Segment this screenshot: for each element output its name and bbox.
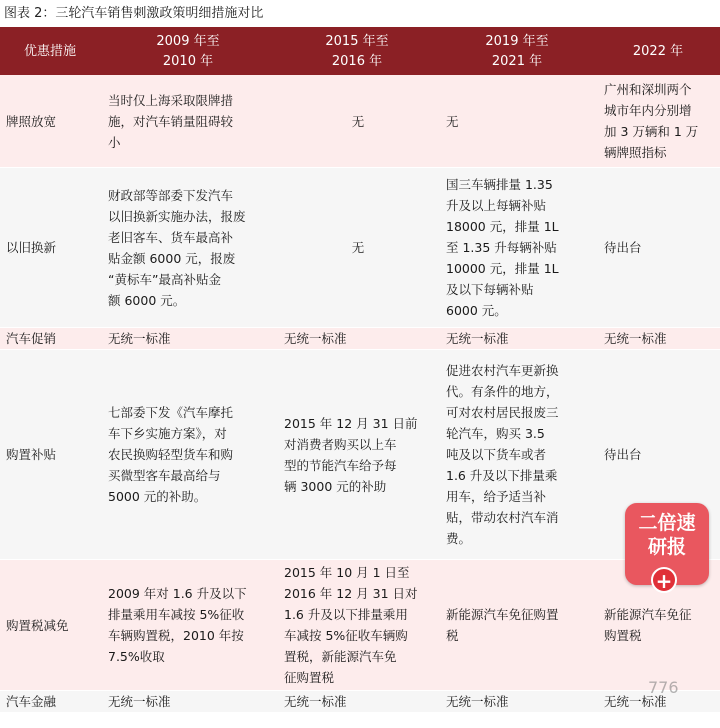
row-label: 汽车促销 bbox=[0, 328, 100, 350]
cell-line: 税 bbox=[446, 628, 459, 643]
watermark: 776 bbox=[648, 678, 679, 697]
cell-line: 施，对汽车销量阻碍较 bbox=[108, 113, 234, 129]
table-row bbox=[0, 350, 720, 560]
cell-line: 吨及以下货车或者 bbox=[446, 447, 547, 462]
header-line: 2009 年至 bbox=[156, 34, 220, 49]
cell-2022: 待出台 bbox=[596, 350, 720, 560]
cell-2015-2016: 无统一标准 bbox=[276, 691, 438, 713]
cell-line: 车减按 5%征收车辆购 bbox=[284, 628, 408, 643]
cell-line: 升及以上每辆补贴 bbox=[446, 198, 547, 213]
cell-2015-2016: 无 bbox=[276, 168, 438, 328]
cell-line: 城市年内分别增 bbox=[604, 103, 692, 118]
badge-line: 二倍速 bbox=[638, 512, 696, 534]
cell-line: 排量乘用车减按 5%征收 bbox=[108, 607, 245, 622]
cell-2022: 待出台 bbox=[596, 168, 720, 328]
cell-2022: 无统一标准 bbox=[596, 691, 720, 713]
header-2015-2016 bbox=[276, 29, 438, 75]
cell-2009-2010: 无统一标准 bbox=[100, 691, 276, 713]
cell-line: 贴金额 6000 元，报废 bbox=[108, 250, 236, 266]
cell-line: 新能源汽车免征购置 bbox=[446, 607, 559, 622]
cell-2009-2010 bbox=[100, 560, 276, 691]
cell-line: 买微型客车最高给与 bbox=[108, 468, 221, 483]
header-line: 2016 年 bbox=[331, 54, 383, 69]
cell-line: 当时仅上海采取限牌措 bbox=[108, 92, 234, 108]
cell-2019-2021 bbox=[438, 560, 596, 691]
table-row bbox=[0, 75, 720, 168]
cell-line: 1.6 升及以下排量乘用 bbox=[284, 607, 408, 622]
cell-line: 2009 年对 1.6 升及以下 bbox=[108, 586, 247, 601]
table-body bbox=[0, 75, 720, 713]
cell-line: 辆 3000 元的补助 bbox=[284, 478, 387, 494]
cell-line: 以旧换新实施办法，报废 bbox=[108, 208, 246, 224]
header-2009-2010 bbox=[100, 29, 276, 75]
cell-line: 及以下每辆补贴 bbox=[446, 282, 534, 297]
cell-line: 新能源汽车免征 bbox=[604, 607, 692, 622]
cell-line: 费。 bbox=[446, 531, 472, 546]
policy-comparison-table bbox=[0, 29, 720, 713]
row-label: 购置补贴 bbox=[0, 350, 100, 560]
cell-line: 18000 元，排量 1L bbox=[446, 219, 559, 234]
cell-line: 可对农村居民报废三 bbox=[446, 405, 559, 420]
cell-line: 代。有条件的地方， bbox=[446, 384, 559, 399]
cell-line: 7.5%收取 bbox=[108, 649, 165, 664]
cell-2019-2021 bbox=[438, 168, 596, 328]
header-line: 2010 年 bbox=[162, 54, 214, 69]
cell-line: 额 6000 元。 bbox=[108, 292, 186, 308]
cell-line: 小 bbox=[108, 134, 121, 150]
row-label: 以旧换新 bbox=[0, 168, 100, 328]
cell-2022 bbox=[596, 75, 720, 168]
cell-line: 农民换购轻型货车和购 bbox=[108, 447, 234, 462]
cell-2015-2016: 无 bbox=[276, 75, 438, 168]
header-line: 2019 年至 bbox=[485, 34, 549, 49]
cell-line: 6000 元。 bbox=[446, 303, 507, 318]
row-label: 购置税减免 bbox=[0, 560, 100, 691]
cell-2015-2016 bbox=[276, 350, 438, 560]
cell-line: 型的节能汽车给予每 bbox=[284, 457, 397, 473]
cell-2015-2016 bbox=[276, 560, 438, 691]
cell-2015-2016: 无统一标准 bbox=[276, 328, 438, 350]
cell-line: 2016 年 12 月 31 日对 bbox=[284, 586, 418, 601]
cell-line: 财政部等部委下发汽车 bbox=[108, 187, 234, 203]
cell-2009-2010 bbox=[100, 350, 276, 560]
row-label: 汽车金融 bbox=[0, 691, 100, 713]
cell-2019-2021 bbox=[438, 350, 596, 560]
row-label: 牌照放宽 bbox=[0, 75, 100, 168]
table-caption: 图表 2：三轮汽车销售刺激政策明细措施对比 bbox=[4, 6, 264, 21]
cell-line: 购置税 bbox=[604, 628, 642, 643]
cell-line: 车下乡实施方案》，对 bbox=[108, 426, 227, 441]
cell-2009-2010: 无统一标准 bbox=[100, 328, 276, 350]
cell-line: 1.6 升及以下排量乘 bbox=[446, 468, 558, 483]
cell-line: 2015 年 12 月 31 日前 bbox=[284, 415, 418, 431]
cell-2022: 无统一标准 bbox=[596, 328, 720, 350]
cell-line: 用车，给予适当补 bbox=[446, 489, 547, 504]
cell-2009-2010 bbox=[100, 75, 276, 168]
cell-line: 至 1.35 升每辆补贴 bbox=[446, 240, 557, 255]
cell-line: 辆牌照指标 bbox=[604, 145, 667, 160]
cell-line: 5000 元的补助。 bbox=[108, 489, 207, 504]
cell-line: 10000 元，排量 1L bbox=[446, 261, 559, 276]
cell-line: 置税，新能源汽车免 bbox=[284, 649, 397, 664]
cell-line: 广州和深圳两个 bbox=[604, 82, 692, 97]
cell-line: 加 3 万辆和 1 万 bbox=[604, 124, 699, 139]
table-row bbox=[0, 560, 720, 691]
header-2019-2021 bbox=[438, 29, 596, 75]
table-header-row bbox=[0, 29, 720, 75]
header-line: 2021 年 bbox=[491, 54, 543, 69]
app-badge-logo[interactable] bbox=[625, 503, 709, 593]
header-line: 2015 年至 bbox=[325, 34, 389, 49]
cell-line: 贴，带动农村汽车消 bbox=[446, 510, 559, 525]
table-row bbox=[0, 691, 720, 713]
table-row bbox=[0, 328, 720, 350]
cell-line: 对消费者购买以上车 bbox=[284, 436, 397, 452]
table-row bbox=[0, 168, 720, 328]
cell-line: 轮汽车，购买 3.5 bbox=[446, 426, 545, 441]
cell-line: 七部委下发《汽车摩托 bbox=[108, 405, 234, 420]
header-measure: 优惠措施 bbox=[0, 29, 100, 75]
cell-line: 促进农村汽车更新换 bbox=[446, 363, 559, 378]
badge-line: 研报 bbox=[647, 536, 686, 558]
cell-line: 国三车辆排量 1.35 bbox=[446, 177, 553, 192]
cell-2019-2021: 无统一标准 bbox=[438, 691, 596, 713]
cell-2009-2010 bbox=[100, 168, 276, 328]
cell-line: 车辆购置税，2010 年按 bbox=[108, 628, 244, 643]
cell-line: 征购置税 bbox=[284, 670, 335, 685]
plus-icon[interactable]: + bbox=[651, 567, 677, 593]
cell-line: “黄标车”最高补贴金 bbox=[108, 271, 221, 287]
cell-line: 老旧客车、货车最高补 bbox=[108, 229, 234, 245]
cell-2019-2021: 无统一标准 bbox=[438, 328, 596, 350]
cell-line: 2015 年 10 月 1 日至 bbox=[284, 565, 410, 580]
header-2022: 2022 年 bbox=[596, 29, 720, 75]
cell-2019-2021: 无 bbox=[438, 75, 596, 168]
